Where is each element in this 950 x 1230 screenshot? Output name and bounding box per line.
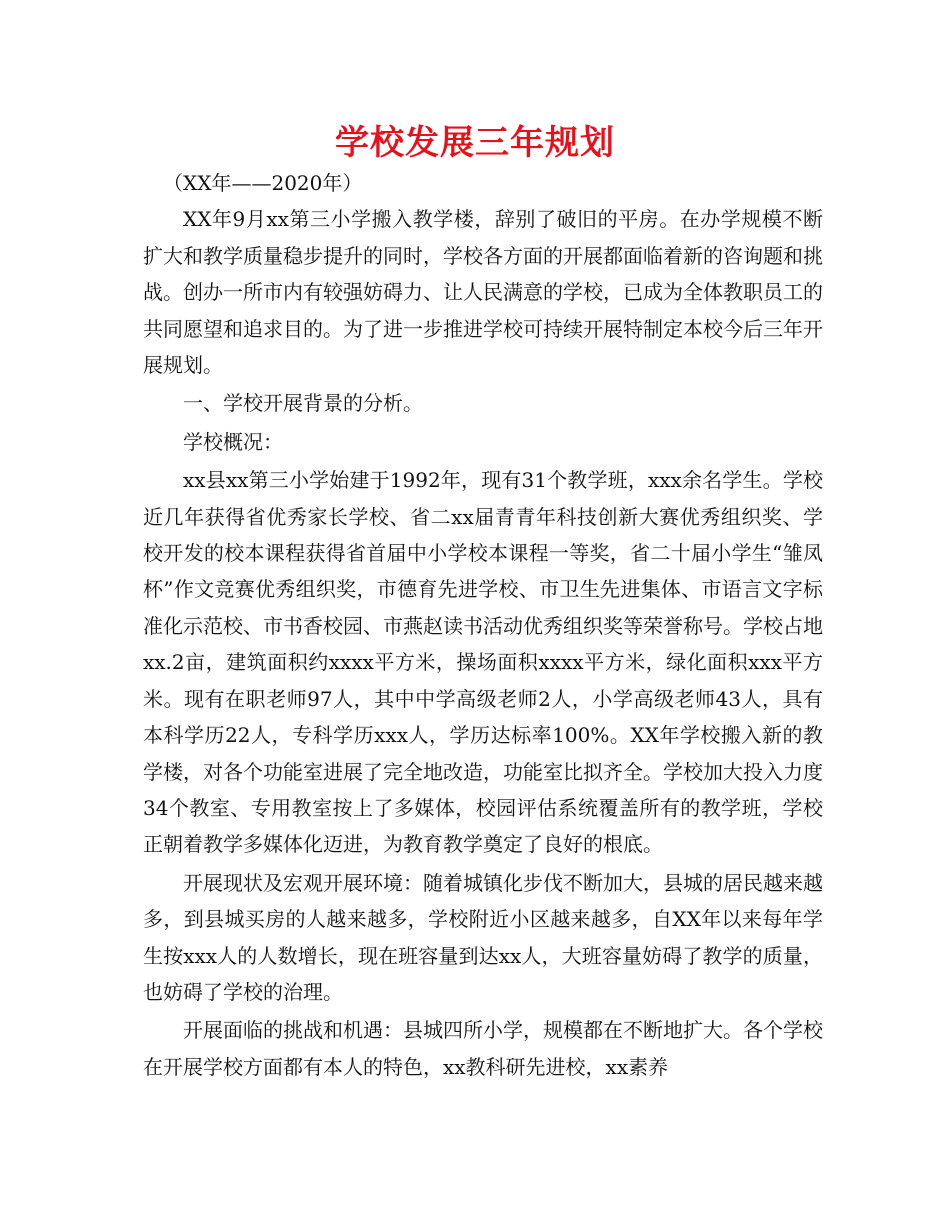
section-heading-1: 一、学校开展背景的分析。 <box>183 391 423 416</box>
paragraph-current-status: 开展现状及宏观开展环境：随着城镇化步伐不断加大，县城的居民越来越多，到县城买房的人越来越多，学校附近小区越来越多，自XX年以来每年学生按xxx人的人数增长，现在班容量到达xx人，大班容量妨碍了教学的质量，也妨碍了学校的治理。 <box>143 870 823 1004</box>
document-title: 学校发展三年规划 <box>335 123 615 163</box>
subheading-school-overview: 学校概况： <box>183 429 283 454</box>
paragraph-school-overview: xx县xx第三小学始建于1992年，现有31个教学班，xxx余名学生。学校近几年获得省优秀家长学校、省二xx届青青年科技创新大赛优秀组织奖、学校开发的校本课程获得省首届中小学校本课程一等奖，省二十届小学生“雏凤杯”作文竞赛优秀组织奖，市德育先进学校、市卫生先进集体、市语言文字标准化示范校、市书香校园、市燕赵读书活动优秀组织奖等荣誉称号。学校占地xx.2亩，建筑面积约xxxx平方米，操场面积xxxx平方米，绿化面积xxx平方米。现有在职老师97人，其中中学高级老师2人，小学高级老师43人，具有本科学历22人，专科学历xxx人，学历达标率100%。XX年学校搬入新的教学楼，对各个功能室进展了完全地改造，功能室比拟齐全。学校加大投入力度34个教室、专用教室按上了多媒体，校园评估系统覆盖所有的教学班，学校正朝着教学多媒体化迈进，为教育教学奠定了良好的根底。 <box>143 468 823 857</box>
paragraph-challenges: 开展面临的挑战和机遇：县城四所小学，规模都在不断地扩大。各个学校在开展学校方面都有本人的特色，xx教科研先进校，xx素养 <box>143 1018 823 1079</box>
paragraph-intro: XX年9月xx第三小学搬入教学楼，辞别了破旧的平房。在办学规模不断扩大和教学质量稳步提升的同时，学校各方面的开展都面临着新的咨询题和挑战。创办一所市内有较强妨碍力、让人民满意的学校，已成为全体教职员工的共同愿望和追求目的。为了进一步推进学校可持续开展特制定本校今后三年开展规划。 <box>143 207 823 378</box>
document-body <box>143 165 823 1087</box>
document-subtitle: （XX年——2020年） <box>163 171 363 195</box>
